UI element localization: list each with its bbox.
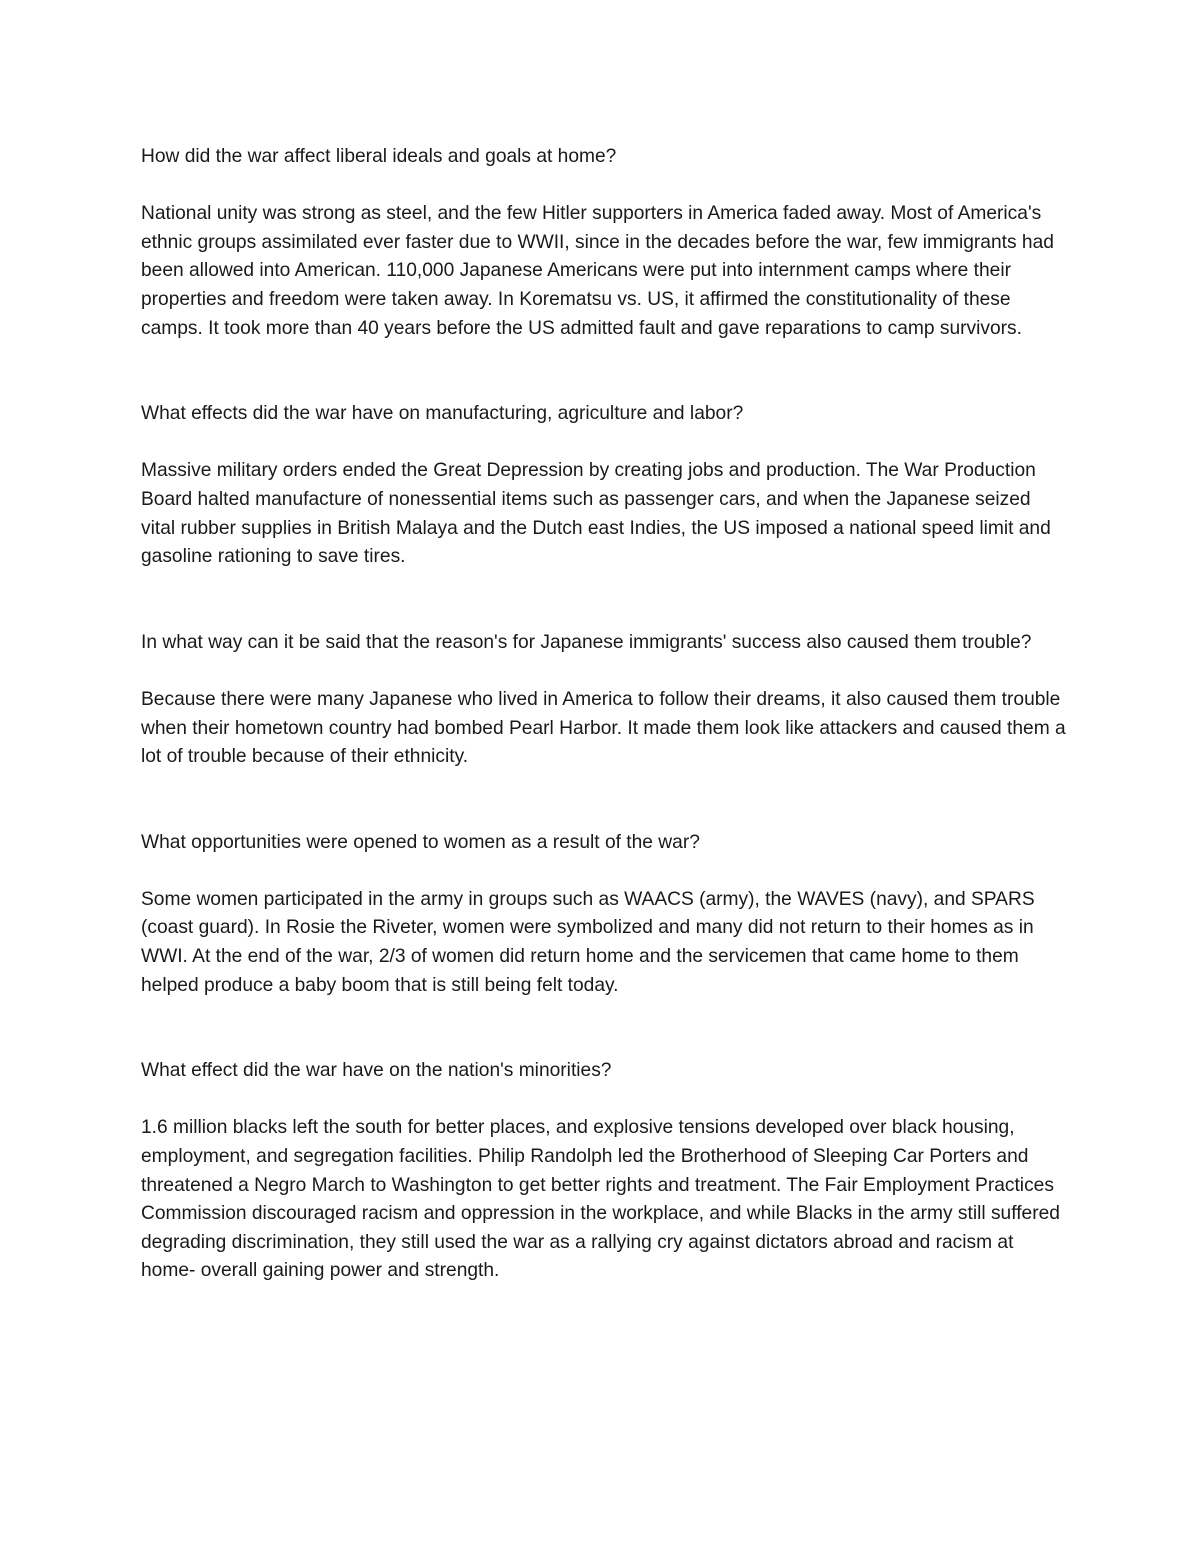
answer-1: National unity was strong as steel, and the few Hitler supporters in America faded away. Most of America's ethnic groups assimilated ever faster due to WWII, since in the decades before the war, few immigrants had been allowed into American. 110,000 Japanese Americans were put into internment camps where their properties and freedom were taken away. In Korematsu vs. US, it affirmed the constitutionality of these camps. It took more than 40 years before the US admitted fault and gave reparations to camp survivors. <box>141 203 1054 339</box>
question-3: In what way can it be said that the reason's for Japanese immigrants' success also caused them trouble? <box>141 631 1032 653</box>
question-2: What effects did the war have on manufacturing, agriculture and labor? <box>141 403 744 425</box>
answer-4: Some women participated in the army in groups such as WAACS (army), the WAVES (navy), and SPARS (coast guard). In Rosie the Riveter, women were symbolized and many did not return to their homes as in WWI. At the end of the war, 2/3 of women did return home and the servicemen that came home to them helped produce a baby boom that is still being felt today. <box>141 888 1035 996</box>
section-spacer <box>141 772 1070 829</box>
question-1: How did the war affect liberal ideals and goals at home? <box>141 146 617 167</box>
answer-5: 1.6 million blacks left the south for better places, and explosive tensions developed over black housing, employment, and segregation facilities. Philip Randolph led the Brotherhood of Sleeping Car Porters and threatened a Negro March to Washington to get better rights and treatment. The Fair Employment Practices Commission discouraged racism and oppression in the workplace, and while Blacks in the army still suffered degrading discrimination, they still used the war as a rallying cry against dictators abroad and racism at home- overall gaining power and strength. <box>141 1117 1060 1282</box>
qa-section-1 <box>141 143 1070 343</box>
document-body <box>141 143 1070 1286</box>
qa-section-4 <box>141 829 1070 1001</box>
section-spacer <box>141 343 1070 400</box>
qa-section-5 <box>141 1057 1070 1286</box>
section-spacer <box>141 1000 1070 1057</box>
qa-section-2 <box>141 400 1070 572</box>
question-5: What effect did the war have on the nation's minorities? <box>141 1060 612 1082</box>
answer-3: Because there were many Japanese who lived in America to follow their dreams, it also caused them trouble when their hometown country had bombed Pearl Harbor. It made them look like attackers and caused them a lot of trouble because of their ethnicity. <box>141 688 1066 768</box>
section-spacer <box>141 572 1070 629</box>
qa-section-3 <box>141 629 1070 772</box>
answer-2: Massive military orders ended the Great Depression by creating jobs and production. The War Production Board halted manufacture of nonessential items such as passenger cars, and when the Japanese seized vital rubber supplies in British Malaya and the Dutch east Indies, the US imposed a national speed limit and gasoline rationing to save tires. <box>141 460 1051 568</box>
question-4: What opportunities were opened to women as a result of the war? <box>141 831 700 853</box>
